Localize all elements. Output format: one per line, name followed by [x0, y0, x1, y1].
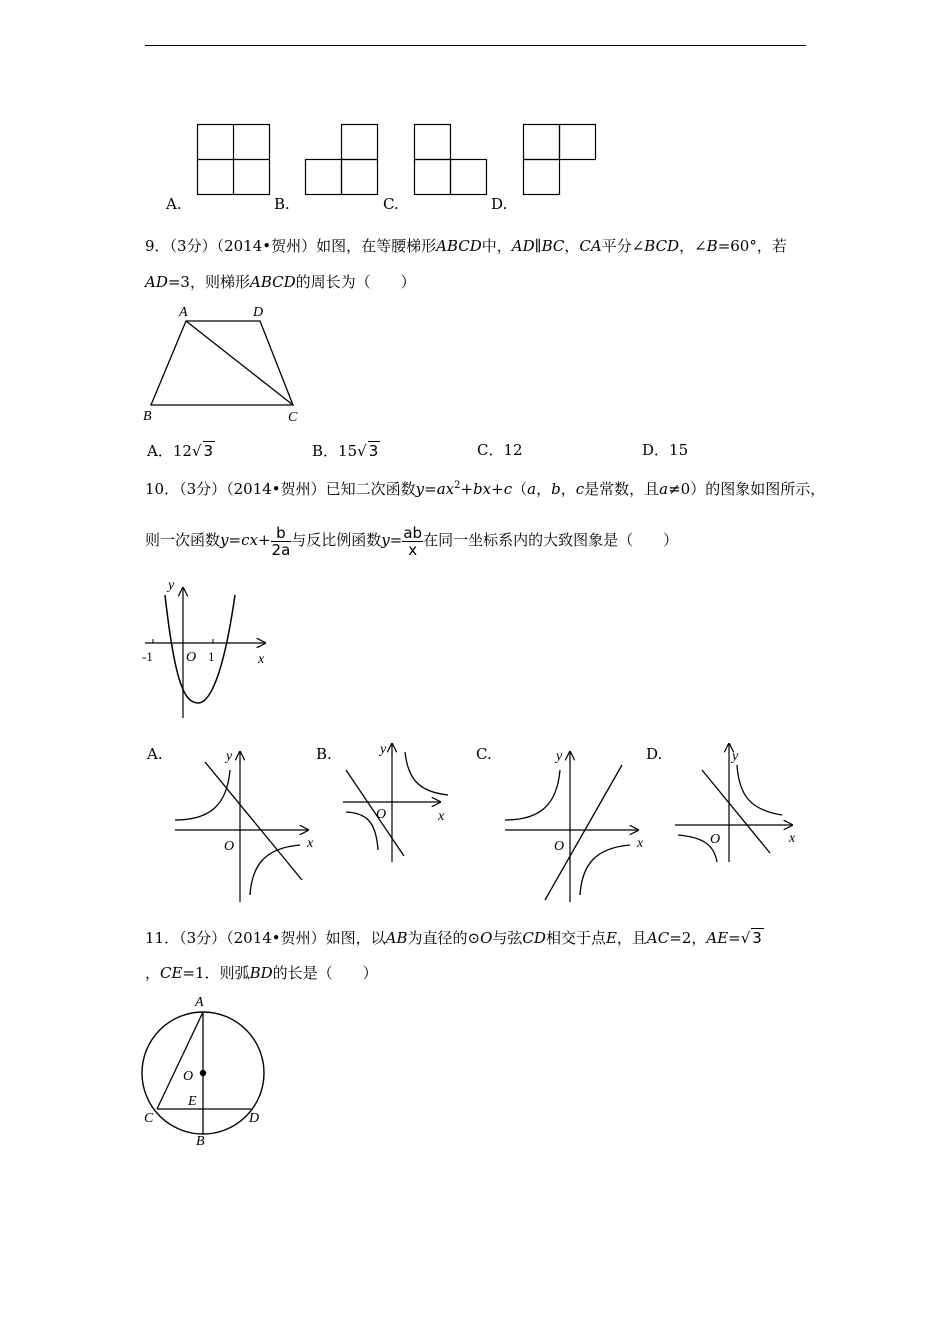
q10-b-o-label: O [376, 807, 387, 822]
q10-option-c-graph[interactable] [500, 740, 650, 905]
q10-fig-label-x: x [258, 652, 265, 667]
q11-label-a: A [195, 995, 204, 1010]
q10-a-o-label: O [224, 839, 235, 854]
q10-fraction-b-over-2a: $\frac{b}{2a}$ [271, 523, 291, 559]
q10-option-b-label[interactable]: B. [316, 745, 332, 763]
q8-figure-a [197, 124, 270, 196]
q8-option-d-label[interactable]: D. [491, 195, 508, 213]
q10-option-a-label[interactable]: A. [147, 745, 163, 763]
q10-fig-label-o: O [186, 650, 197, 665]
q11-label-c: C [144, 1111, 154, 1126]
q10-a-y-label: y [226, 749, 233, 764]
q11-circle-figure [138, 990, 278, 1150]
q10-c-o-label: O [554, 839, 565, 854]
q9-option-d[interactable]: D．15 [642, 441, 689, 459]
q10-option-b-graph[interactable] [340, 740, 460, 865]
q10-fig-label-neg1: -1 [142, 649, 153, 664]
q10-stem-line1: 10．（3分）（2014•贺州）已知二次函数$y=ax^2+bx+c(a$，b，c是常数，且a≠0）的图象如图所示， [145, 480, 826, 498]
q11-label-o: O [183, 1069, 194, 1084]
q11-label-d: D [249, 1111, 260, 1126]
q9-option-b[interactable]: B．15√ 3 [312, 442, 379, 460]
q8-option-a-label[interactable]: A. [166, 195, 182, 213]
q9-label-b: B [143, 409, 152, 424]
q9-label-c: C [288, 410, 298, 425]
q10-a-x-label: x [307, 836, 314, 851]
q9-label-a: A [179, 305, 188, 320]
q10-d-y-label: y [732, 749, 739, 764]
q11-stem-line2: ，CE=1．则弧BD的长是（ ） [145, 964, 378, 982]
q8-figure-b [305, 124, 379, 196]
q9-option-a[interactable]: A．12√ 3 [147, 442, 214, 460]
q10-parabola-figure [140, 575, 280, 725]
q10-fraction-ab-over-x: $\frac{ab}{x}$ [403, 523, 423, 559]
q10-option-a-graph[interactable] [170, 740, 320, 905]
q10-c-y-label: y [556, 749, 563, 764]
q8-option-b-label[interactable]: B. [274, 195, 290, 213]
q11-label-e: E [188, 1094, 197, 1109]
q10-c-x-label: x [637, 836, 644, 851]
q8-figure-c [414, 124, 488, 196]
q11-stem-line1: 11．（3分）（2014•贺州）如图，以AB为直径的⊙O与弦CD相交于点E，且AC=2，AE=√ 3 [145, 929, 762, 947]
q9-stem-line1: 9．（3分）（2014•贺州）如图，在等腰梯形ABCD中，AD∥BC，CA平分∠BCD，∠B=60°，若 [145, 237, 787, 255]
q10-d-o-label: O [710, 832, 721, 847]
q10-option-d-label[interactable]: D. [646, 745, 663, 763]
q10-fig-label-y: y [168, 578, 175, 593]
q9-option-c[interactable]: C．12 [477, 441, 523, 459]
q10-d-x-label: x [789, 831, 796, 846]
q10-option-c-label[interactable]: C. [476, 745, 492, 763]
q8-option-c-label[interactable]: C. [383, 195, 399, 213]
q8-figure-d [523, 124, 597, 196]
q10-fig-label-1: 1 [208, 649, 215, 664]
q11-label-b: B [196, 1134, 205, 1149]
q10-stem-line2: 则一次函数y=cx+ $\frac{b}{2a}$ 与反比例函数y= $\frac{ab}{x}$ 在同一坐标系内的大致图象是（ ） [145, 523, 679, 559]
header-rule [145, 45, 806, 46]
q10-b-x-label: x [438, 809, 445, 824]
q9-stem-line2: AD=3，则梯形ABCD的周长为（ ） [145, 273, 416, 291]
q10-option-d-graph[interactable] [672, 740, 802, 865]
q10-b-y-label: y [380, 742, 387, 757]
q9-label-d: D [253, 305, 264, 320]
q9-trapezoid-figure [140, 300, 310, 425]
